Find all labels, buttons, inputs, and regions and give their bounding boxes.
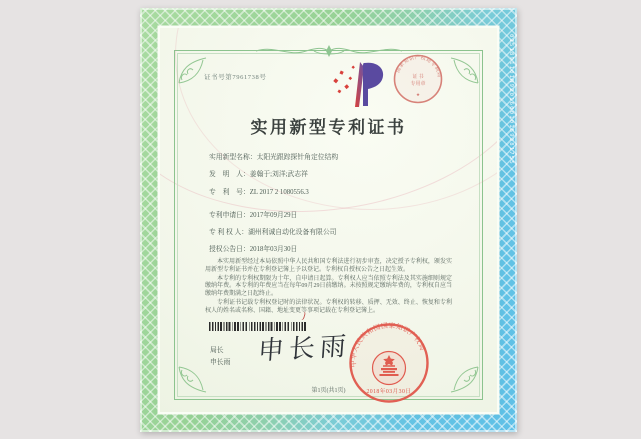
field-value: 湖州利诚自动化设备有限公司 (248, 229, 337, 236)
seal-date: 2018年03月30日 (366, 389, 412, 395)
field-label: 授权公告日： (209, 246, 250, 253)
field-row (209, 226, 479, 236)
certificate-number: 证书号第7961738号 (204, 74, 267, 81)
page-number: 第1页(共1页) (311, 388, 346, 394)
handwritten-signature: 申长雨 (256, 331, 352, 367)
field-value: ZL 2017 2 1080556.3 (249, 189, 309, 196)
field-label: 发 明 人： (209, 171, 250, 178)
legal-text-block (205, 259, 452, 317)
legal-paragraph: 本专利的专利权期限为十年，自申请日起算。专利权人应当依照专利法及其实施细则规定缴纳年费。本专利的年费应当在每年09月29日前缴纳。未按照规定缴纳年费的，专利权自应当缴纳年费期满之日起终止。 (205, 275, 452, 298)
field-label: 专 利 号： (209, 189, 250, 196)
field-row (209, 168, 479, 178)
cnipa-logo-icon (328, 59, 390, 111)
stamp-ring-text: 国家知识产权局专利局 (396, 55, 442, 79)
patent-certificate (140, 8, 517, 432)
patent-office-stamp-icon (392, 53, 444, 105)
field-label: 专利申请日： (209, 212, 250, 219)
legal-paragraph: 专利证书记载专利权登记时的法律状况。专利权的转移、质押、无效、终止、恢复和专利权人的姓名或名称、国籍、地址变更等事项记载在专利登记簿上。 (205, 299, 452, 314)
field-row (209, 243, 479, 253)
legal-paragraph: 本实用新型经过本局依照中华人民共和国专利法进行初步审查，决定授予专利权，颁发实用新型专利证书并在专利登记簿上予以登记。专利权自授权公告之日起生效。 (205, 259, 452, 273)
director-label: 局长 (210, 347, 224, 354)
field-row (209, 209, 479, 219)
field-label: 专 利 权 人： (209, 229, 249, 236)
field-value: 姜翰于;刘洋;武志祥 (249, 171, 308, 178)
director-name: 申长雨 (210, 359, 231, 366)
corner-flourish-icon (447, 52, 481, 86)
field-value: 2018年03月30日 (249, 246, 298, 253)
seal-ring-text: 中华人民共和国国家知识产权局 (350, 322, 426, 368)
field-label: 实用新型名称： (209, 154, 257, 161)
certificate-paper (160, 28, 497, 412)
field-row (209, 186, 479, 196)
field-value: 2017年09月29日 (249, 212, 298, 219)
border-serial-number: 0151891101N920160010159381755 (508, 34, 514, 165)
stamp-center-line2: 专用章 (410, 82, 426, 87)
director-block (210, 345, 230, 369)
stamp-bottom-mark: ★ (415, 92, 421, 97)
top-ornament-icon (254, 43, 404, 59)
certificate-title: 实用新型专利证书 (250, 118, 407, 137)
field-value: 太阳光跟踪探针角定位结构 (256, 154, 339, 161)
field-row (209, 151, 479, 161)
stamp-center-line1: 证 书 (412, 75, 424, 80)
